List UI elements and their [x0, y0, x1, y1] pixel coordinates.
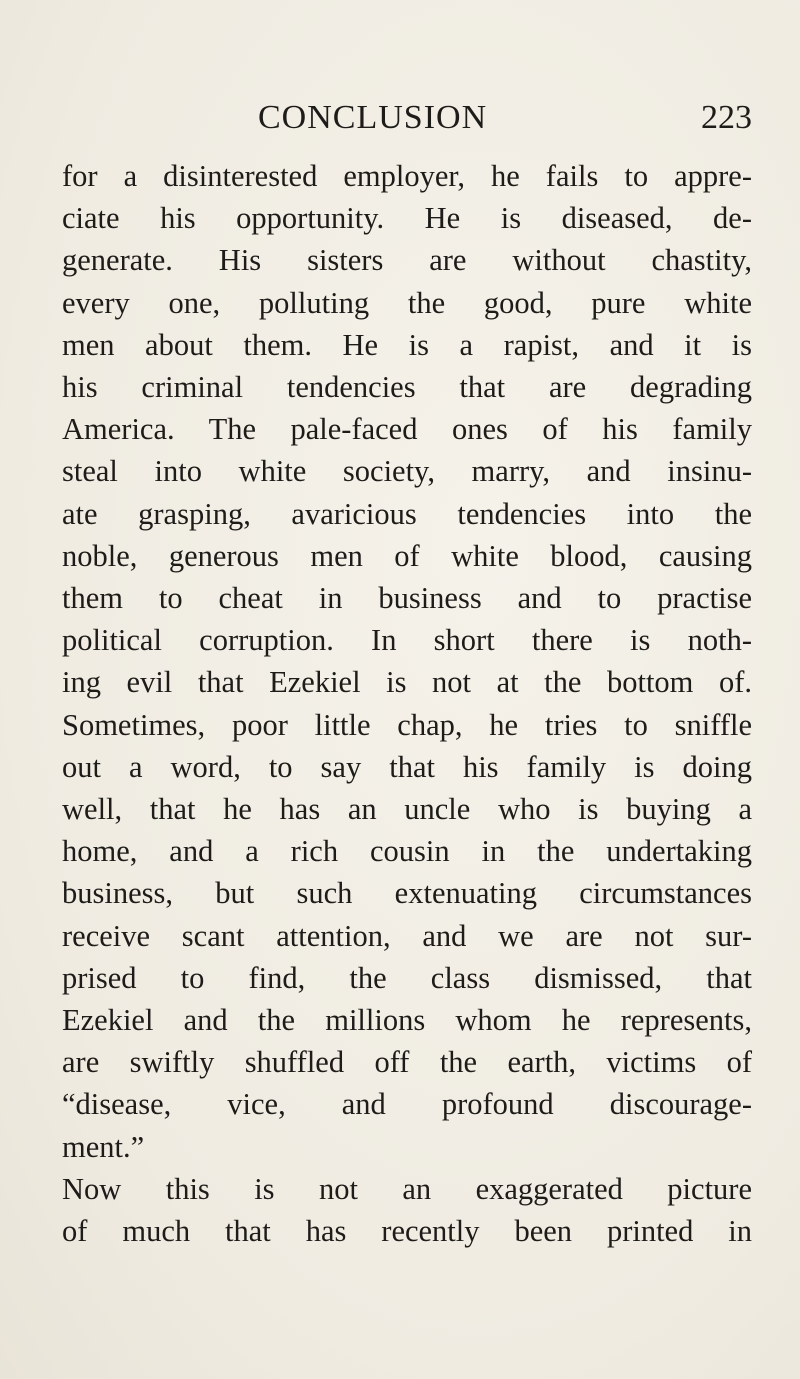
text-line: out a word, to say that his family is doing	[62, 749, 752, 784]
text-line: “disease, vice, and profound discourage-	[62, 1087, 752, 1122]
text-line: noble, generous men of white blood, causing	[62, 538, 752, 573]
text-line: ing evil that Ezekiel is not at the bottom of.	[62, 665, 752, 700]
text-line: generate. His sisters are without chastity,	[62, 243, 752, 278]
text-line: well, that he has an uncle who is buying a	[62, 792, 752, 827]
text-line: every one, polluting the good, pure white	[62, 285, 752, 320]
text-line: are swiftly shuffled off the earth, victims of	[62, 1045, 752, 1080]
text-line: them to cheat in business and to practise	[62, 581, 752, 616]
text-line: Sometimes, poor little chap, he tries to sniffle	[62, 707, 752, 742]
text-line: ciate his opportunity. He is diseased, de-	[62, 201, 752, 236]
text-line: business, but such extenuating circumstances	[62, 876, 752, 911]
text-line: of much that has recently been printed in	[62, 1214, 752, 1249]
text-line: home, and a rich cousin in the undertaking	[62, 834, 752, 869]
text-line: his criminal tendencies that are degrading	[62, 370, 752, 405]
text-line: political corruption. In short there is noth-	[62, 623, 752, 658]
text-line: steal into white society, marry, and insinu-	[62, 454, 752, 489]
paragraph-end-line: ment.”	[62, 1129, 145, 1164]
body-text	[62, 155, 752, 1252]
text-line: receive scant attention, and we are not sur-	[62, 918, 752, 953]
running-head	[62, 96, 752, 140]
page-number: 223	[701, 99, 752, 136]
text-line: men about them. He is a rapist, and it is	[62, 327, 752, 362]
section-title: CONCLUSION	[258, 99, 488, 136]
text-line: prised to find, the class dismissed, that	[62, 960, 752, 995]
text-line: America. The pale-faced ones of his family	[62, 412, 752, 447]
text-line: Ezekiel and the millions whom he represents,	[62, 1003, 752, 1038]
text-line: for a disinterested employer, he fails to appre-	[62, 159, 752, 193]
paragraph-start-line: Now this is not an exaggerated picture	[62, 1171, 752, 1206]
text-line: ate grasping, avaricious tendencies into the	[62, 496, 752, 531]
